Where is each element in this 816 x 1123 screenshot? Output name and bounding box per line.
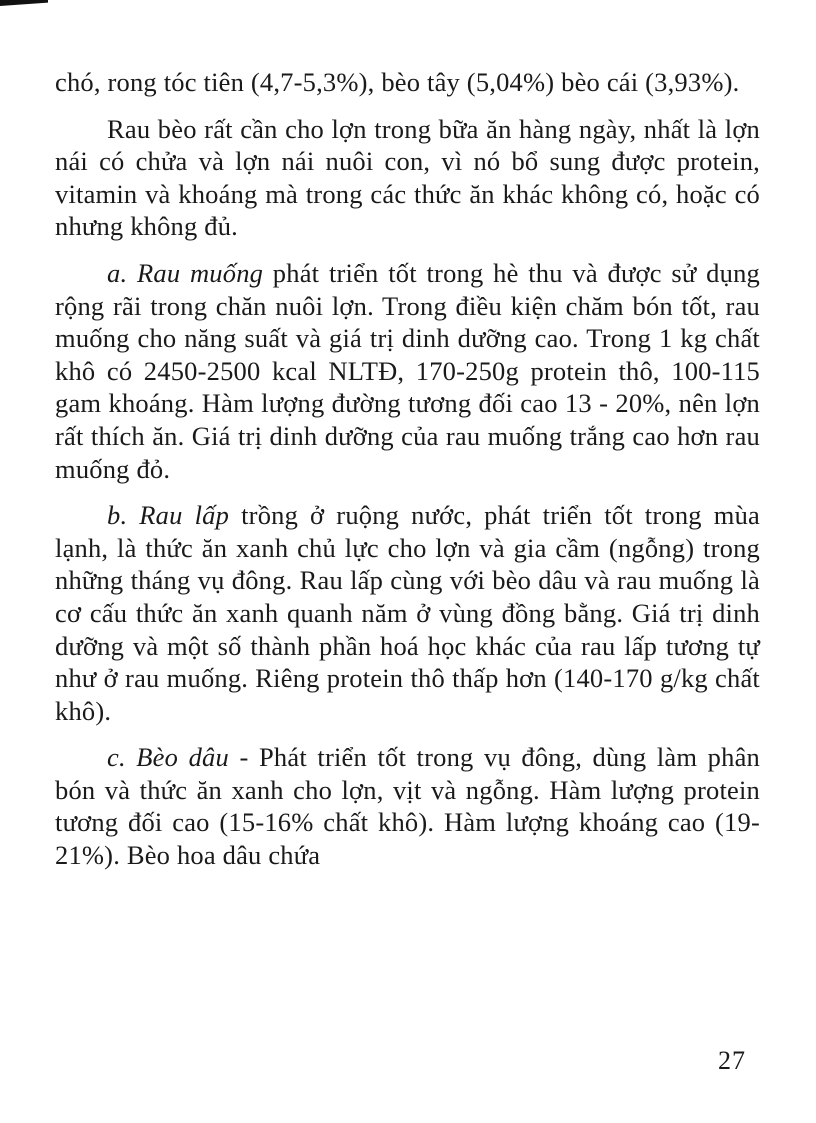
paragraph-text: trồng ở ruộng nước, phát triển tốt trong mùa lạnh, là thức ăn xanh chủ lực cho lợn và gia cầm (ngỗng) trong những tháng vụ đông. Rau lấp cùng với bèo dâu và rau muống là cơ cấu thức ăn xanh quanh năm ở vùng đồng bằng. Giá trị dinh dưỡng và một số thành phần hoá học khác của rau lấp tương tự như ở rau muống. Riêng protein thô thấp hơn (140-170 g/kg chất khô). <box>55 500 760 726</box>
paragraph-continuation <box>55 66 760 99</box>
paragraph-text: Rau bèo rất cần cho lợn trong bữa ăn hàng ngày, nhất là lợn nái có chửa và lợn nái nuôi con, vì nó bổ sung được protein, vitamin và khoáng mà trong các thức ăn khác không có, hoặc có nhưng không đủ. <box>55 113 760 242</box>
paragraph-text: chó, rong tóc tiên (4,7-5,3%), bèo tây (5,04%) bèo cái (3,93%). <box>55 67 740 97</box>
paragraph-beo-dau <box>55 741 760 871</box>
paragraph-rau-muong <box>55 257 760 485</box>
paragraph-text: phát triển tốt trong hè thu và được sử dụng rộng rãi trong chăn nuôi lợn. Trong điều kiện chăm bón tốt, rau muống cho năng suất và giá trị dinh dưỡng cao. Trong 1 kg chất khô có 2450-2500 kcal NLTĐ, 170-250g protein thô, 100-115 gam khoáng. Hàm lượng đường tương đối cao 13 - 20%, nên lợn rất thích ăn. Giá trị dinh dưỡng của rau muống trắng cao hơn rau muống đỏ. <box>55 257 760 484</box>
page-number: 27 <box>718 1046 746 1075</box>
page-body <box>55 66 760 886</box>
section-heading-rau-lap: b. Rau lấp <box>107 500 230 531</box>
paragraph-rau-lap <box>55 499 760 727</box>
paragraph-text: - Phát triển tốt trong vụ đông, dùng làm phân bón và thức ăn xanh cho lợn, vịt và ngỗng. Hàm lượng protein tương đối cao (15-16% chất khô). Hàm lượng khoáng cao (19-21%). Bèo hoa dâu chứa <box>55 742 760 871</box>
scan-corner-mark <box>0 0 48 6</box>
section-heading-rau-muong: a. Rau muống <box>107 257 264 288</box>
section-heading-beo-dau: c. Bèo dâu <box>107 742 229 773</box>
paragraph-rau-beo <box>55 113 760 243</box>
